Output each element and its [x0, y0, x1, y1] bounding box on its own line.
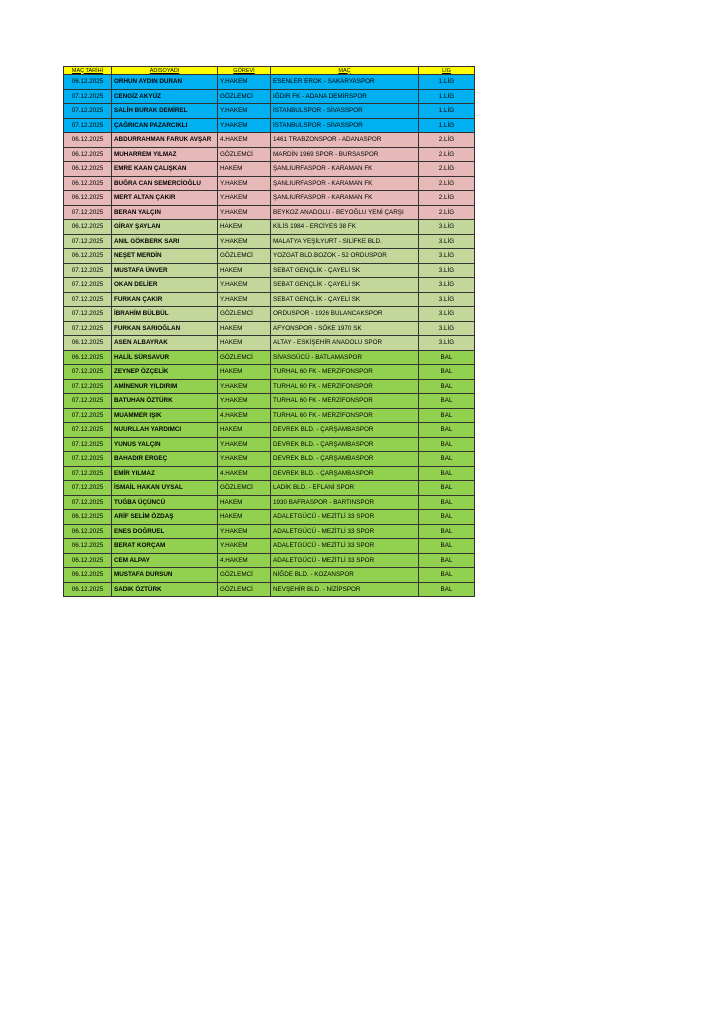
cell-role: Y.HAKEM — [218, 118, 271, 133]
cell-name: ORHUN AYDIN DURAN — [112, 75, 218, 90]
cell-name: GİRAY ŞAYLAN — [112, 220, 218, 235]
cell-name: CENGİZ AKYÜZ — [112, 89, 218, 104]
table-row — [64, 394, 475, 409]
cell-league: 2.LİG — [419, 205, 475, 220]
table-row — [64, 133, 475, 148]
cell-role: HAKEM — [218, 220, 271, 235]
cell-role: HAKEM — [218, 162, 271, 177]
cell-role: HAKEM — [218, 321, 271, 336]
cell-name: BERAT KORÇAM — [112, 539, 218, 554]
cell-match: ADALETGÜCÜ - MEZİTLİ 33 SPOR — [271, 510, 419, 525]
cell-name: İSMAİL HAKAN UYSAL — [112, 481, 218, 496]
cell-role: HAKEM — [218, 510, 271, 525]
cell-date: 07.12.2025 — [64, 234, 112, 249]
table-row — [64, 350, 475, 365]
cell-match: TURHAL 60 FK - MERZİFONSPOR — [271, 379, 419, 394]
cell-role: Y.HAKEM — [218, 394, 271, 409]
cell-role: 4.HAKEM — [218, 553, 271, 568]
cell-date: 06.12.2025 — [64, 336, 112, 351]
cell-league: 3.LİG — [419, 292, 475, 307]
cell-name: FURKAN ÇAKIR — [112, 292, 218, 307]
cell-match: ESENLER EROK - SAKARYASPOR — [271, 75, 419, 90]
cell-name: SALİH BURAK DEMİREL — [112, 104, 218, 119]
cell-role: Y.HAKEM — [218, 205, 271, 220]
table-row — [64, 582, 475, 597]
cell-date: 06.12.2025 — [64, 220, 112, 235]
cell-league: BAL — [419, 365, 475, 380]
cell-league: 2.LİG — [419, 147, 475, 162]
cell-league: BAL — [419, 394, 475, 409]
table-row — [64, 408, 475, 423]
cell-date: 06.12.2025 — [64, 582, 112, 597]
cell-league: 3.LİG — [419, 263, 475, 278]
cell-league: BAL — [419, 466, 475, 481]
cell-league: 3.LİG — [419, 307, 475, 322]
cell-name: MUHARREM YILMAZ — [112, 147, 218, 162]
cell-name: ARİF SELİM ÖZDAŞ — [112, 510, 218, 525]
cell-match: ORDUSPOR - 1926 BULANCAKSPOR — [271, 307, 419, 322]
cell-match: TURHAL 60 FK - MERZİFONSPOR — [271, 365, 419, 380]
table-row — [64, 234, 475, 249]
cell-league: 2.LİG — [419, 133, 475, 148]
cell-name: MUAMMER IŞIK — [112, 408, 218, 423]
cell-match: NEVŞEHİR BLD. - NİZİPSPOR — [271, 582, 419, 597]
cell-match: YOZGAT BLD.BOZOK - 52 ORDUSPOR — [271, 249, 419, 264]
cell-role: HAKEM — [218, 423, 271, 438]
header-name: ADISOYADI — [112, 67, 218, 75]
cell-league: 3.LİG — [419, 220, 475, 235]
cell-match: AFYONSPOR - SÖKE 1970 SK — [271, 321, 419, 336]
cell-role: GÖZLEMCİ — [218, 147, 271, 162]
cell-league: 1.LİG — [419, 118, 475, 133]
cell-name: OKAN DELİER — [112, 278, 218, 293]
table-row — [64, 89, 475, 104]
cell-match: DEVREK BLD. - ÇARŞAMBASPOR — [271, 423, 419, 438]
cell-name: TUĞBA ÜÇÜNCÜ — [112, 495, 218, 510]
cell-league: 1.LİG — [419, 89, 475, 104]
table-row — [64, 75, 475, 90]
cell-match: ŞANLIURFASPOR - KARAMAN FK — [271, 191, 419, 206]
cell-league: BAL — [419, 423, 475, 438]
cell-date: 07.12.2025 — [64, 292, 112, 307]
cell-date: 06.12.2025 — [64, 553, 112, 568]
cell-date: 07.12.2025 — [64, 408, 112, 423]
cell-date: 06.12.2025 — [64, 191, 112, 206]
table-row — [64, 379, 475, 394]
cell-match: ADALETGÜCÜ - MEZİTLİ 33 SPOR — [271, 553, 419, 568]
cell-match: DEVREK BLD. - ÇARŞAMBASPOR — [271, 452, 419, 467]
cell-name: BATUHAN ÖZTÜRK — [112, 394, 218, 409]
cell-role: Y.HAKEM — [218, 539, 271, 554]
cell-match: TURHAL 60 FK - MERZİFONSPOR — [271, 408, 419, 423]
cell-date: 07.12.2025 — [64, 365, 112, 380]
cell-role: GÖZLEMCİ — [218, 568, 271, 583]
cell-name: ZEYNEP ÖZÇELİK — [112, 365, 218, 380]
cell-league: BAL — [419, 582, 475, 597]
cell-name: EMRE KAAN ÇALIŞKAN — [112, 162, 218, 177]
cell-role: HAKEM — [218, 495, 271, 510]
cell-league: BAL — [419, 408, 475, 423]
cell-league: 2.LİG — [419, 176, 475, 191]
cell-league: 3.LİG — [419, 336, 475, 351]
table-row — [64, 452, 475, 467]
cell-name: MERT ALTAN ÇAKIR — [112, 191, 218, 206]
cell-name: YUNUS YALÇIN — [112, 437, 218, 452]
cell-date: 07.12.2025 — [64, 118, 112, 133]
table-row — [64, 162, 475, 177]
cell-match: MALATYA YEŞİLYURT - SİLİFKE BLD. — [271, 234, 419, 249]
cell-role: GÖZLEMCİ — [218, 89, 271, 104]
header-match: MAÇ — [271, 67, 419, 75]
cell-name: BERAN YALÇIN — [112, 205, 218, 220]
cell-league: 1.LİG — [419, 104, 475, 119]
cell-date: 07.12.2025 — [64, 495, 112, 510]
table-row — [64, 365, 475, 380]
cell-match: ŞANLIURFASPOR - KARAMAN FK — [271, 176, 419, 191]
cell-match: SİVASGÜCÜ - BATLAMASPOR — [271, 350, 419, 365]
cell-match: 1930 BAFRASPOR - BARTINSPOR — [271, 495, 419, 510]
cell-role: Y.HAKEM — [218, 379, 271, 394]
cell-match: NİĞDE BLD. - KOZANSPOR — [271, 568, 419, 583]
cell-name: EMİR YILMAZ — [112, 466, 218, 481]
table-row — [64, 176, 475, 191]
cell-league: BAL — [419, 568, 475, 583]
cell-date: 06.12.2025 — [64, 75, 112, 90]
table-row — [64, 466, 475, 481]
table-row — [64, 336, 475, 351]
cell-name: BAHADIR ERGEÇ — [112, 452, 218, 467]
cell-match: SEBAT GENÇLİK - ÇAYELİ SK — [271, 278, 419, 293]
table-row — [64, 147, 475, 162]
table-row — [64, 437, 475, 452]
cell-date: 07.12.2025 — [64, 452, 112, 467]
cell-role: GÖZLEMCİ — [218, 481, 271, 496]
cell-date: 07.12.2025 — [64, 104, 112, 119]
table-row — [64, 292, 475, 307]
cell-date: 07.12.2025 — [64, 423, 112, 438]
table-row — [64, 539, 475, 554]
cell-role: HAKEM — [218, 336, 271, 351]
cell-role: Y.HAKEM — [218, 437, 271, 452]
cell-role: GÖZLEMCİ — [218, 249, 271, 264]
cell-date: 07.12.2025 — [64, 466, 112, 481]
cell-name: SADIK ÖZTÜRK — [112, 582, 218, 597]
cell-date: 06.12.2025 — [64, 510, 112, 525]
cell-name: MUSTAFA ÜNVER — [112, 263, 218, 278]
cell-league: 3.LİG — [419, 321, 475, 336]
cell-match: ALTAY - ESKİŞEHİR ANADOLU SPOR — [271, 336, 419, 351]
cell-name: AMİNENUR YILDIRIM — [112, 379, 218, 394]
cell-date: 06.12.2025 — [64, 162, 112, 177]
cell-role: HAKEM — [218, 263, 271, 278]
cell-match: DEVREK BLD. - ÇARŞAMBASPOR — [271, 437, 419, 452]
table-row — [64, 278, 475, 293]
cell-match: TURHAL 60 FK - MERZİFONSPOR — [271, 394, 419, 409]
cell-match: ŞANLIURFASPOR - KARAMAN FK — [271, 162, 419, 177]
cell-role: GÖZLEMCİ — [218, 582, 271, 597]
cell-date: 07.12.2025 — [64, 321, 112, 336]
cell-name: ENES DOĞRUEL — [112, 524, 218, 539]
cell-league: 2.LİG — [419, 162, 475, 177]
table-row — [64, 481, 475, 496]
cell-league: 1.LİG — [419, 75, 475, 90]
cell-role: HAKEM — [218, 365, 271, 380]
cell-date: 06.12.2025 — [64, 524, 112, 539]
cell-name: CEM ALPAY — [112, 553, 218, 568]
table-row — [64, 104, 475, 119]
table-row — [64, 307, 475, 322]
cell-name: ÇAĞRICAN PAZARCIKLI — [112, 118, 218, 133]
cell-match: 1461 TRABZONSPOR - ADANASPOR — [271, 133, 419, 148]
cell-role: Y.HAKEM — [218, 176, 271, 191]
cell-match: MARDİN 1969 SPOR - BURSASPOR — [271, 147, 419, 162]
cell-name: MUSTAFA DURSUN — [112, 568, 218, 583]
header-row — [64, 67, 475, 75]
cell-match: SEBAT GENÇLİK - ÇAYELİ SK — [271, 263, 419, 278]
table-row — [64, 220, 475, 235]
header-date: MAÇ TARİHİ — [64, 67, 112, 75]
cell-match: ADALETGÜCÜ - MEZİTLİ 33 SPOR — [271, 524, 419, 539]
table-row — [64, 568, 475, 583]
cell-match: ADALETGÜCÜ - MEZİTLİ 33 SPOR — [271, 539, 419, 554]
cell-date: 07.12.2025 — [64, 379, 112, 394]
table-row — [64, 249, 475, 264]
table-row — [64, 191, 475, 206]
cell-date: 07.12.2025 — [64, 263, 112, 278]
cell-date: 06.12.2025 — [64, 249, 112, 264]
cell-league: BAL — [419, 495, 475, 510]
cell-name: İBRAHİM BÜLBÜL — [112, 307, 218, 322]
table-row — [64, 321, 475, 336]
cell-match: LADİK BLD. - EFLANİ SPOR — [271, 481, 419, 496]
cell-league: BAL — [419, 379, 475, 394]
cell-match: BEYKOZ ANADOLU - BEYOĞLU YENİ ÇARŞI — [271, 205, 419, 220]
table-row — [64, 495, 475, 510]
header-role: GÖREVİ — [218, 67, 271, 75]
cell-name: NEŞET MERDİN — [112, 249, 218, 264]
cell-date: 06.12.2025 — [64, 539, 112, 554]
cell-date: 07.12.2025 — [64, 394, 112, 409]
cell-match: İSTANBULSPOR - SİVASSPOR — [271, 118, 419, 133]
cell-league: BAL — [419, 350, 475, 365]
cell-league: BAL — [419, 524, 475, 539]
cell-league: 2.LİG — [419, 191, 475, 206]
cell-role: 4.HAKEM — [218, 133, 271, 148]
cell-league: 3.LİG — [419, 278, 475, 293]
cell-match: IĞDIR FK - ADANA DEMİRSPOR — [271, 89, 419, 104]
cell-match: SEBAT GENÇLİK - ÇAYELİ SK — [271, 292, 419, 307]
cell-date: 06.12.2025 — [64, 133, 112, 148]
cell-role: Y.HAKEM — [218, 278, 271, 293]
cell-name: ANIL GÖKBERK SARI — [112, 234, 218, 249]
cell-league: BAL — [419, 437, 475, 452]
cell-role: Y.HAKEM — [218, 191, 271, 206]
cell-role: Y.HAKEM — [218, 524, 271, 539]
table-row — [64, 510, 475, 525]
cell-league: BAL — [419, 481, 475, 496]
cell-date: 07.12.2025 — [64, 89, 112, 104]
cell-date: 07.12.2025 — [64, 278, 112, 293]
cell-name: ABDURRAHMAN FARUK AVŞAR — [112, 133, 218, 148]
table-row — [64, 524, 475, 539]
cell-date: 06.12.2025 — [64, 568, 112, 583]
cell-league: 3.LİG — [419, 234, 475, 249]
table-row — [64, 118, 475, 133]
cell-match: DEVREK BLD. - ÇARŞAMBASPOR — [271, 466, 419, 481]
cell-match: KİLİS 1984 - ERCİYES 38 FK — [271, 220, 419, 235]
cell-date: 06.12.2025 — [64, 147, 112, 162]
cell-name: FURKAN SARIOĞLAN — [112, 321, 218, 336]
cell-name: ASEN ALBAYRAK — [112, 336, 218, 351]
cell-name: BUĞRA CAN SEMERCİOĞLU — [112, 176, 218, 191]
table-row — [64, 423, 475, 438]
table-row — [64, 205, 475, 220]
cell-date: 06.12.2025 — [64, 176, 112, 191]
cell-date: 07.12.2025 — [64, 481, 112, 496]
cell-role: 4.HAKEM — [218, 408, 271, 423]
cell-role: Y.HAKEM — [218, 452, 271, 467]
table-row — [64, 553, 475, 568]
table-row — [64, 263, 475, 278]
header-league: LİG — [419, 67, 475, 75]
cell-match: İSTANBULSPOR - SİVASSPOR — [271, 104, 419, 119]
cell-league: BAL — [419, 510, 475, 525]
cell-role: GÖZLEMCİ — [218, 307, 271, 322]
cell-date: 07.12.2025 — [64, 307, 112, 322]
cell-league: BAL — [419, 452, 475, 467]
cell-role: Y.HAKEM — [218, 234, 271, 249]
cell-name: HALİL SÜRSAVUR — [112, 350, 218, 365]
cell-date: 07.12.2025 — [64, 437, 112, 452]
cell-role: 4.HAKEM — [218, 466, 271, 481]
cell-role: GÖZLEMCİ — [218, 350, 271, 365]
assignment-table — [63, 66, 475, 597]
cell-league: BAL — [419, 553, 475, 568]
cell-role: Y.HAKEM — [218, 292, 271, 307]
cell-role: Y.HAKEM — [218, 104, 271, 119]
cell-league: BAL — [419, 539, 475, 554]
cell-role: Y.HAKEM — [218, 75, 271, 90]
cell-league: 3.LİG — [419, 249, 475, 264]
cell-date: 07.12.2025 — [64, 205, 112, 220]
cell-date: 06.12.2025 — [64, 350, 112, 365]
cell-name: NUURLLAH YARDIMCI — [112, 423, 218, 438]
